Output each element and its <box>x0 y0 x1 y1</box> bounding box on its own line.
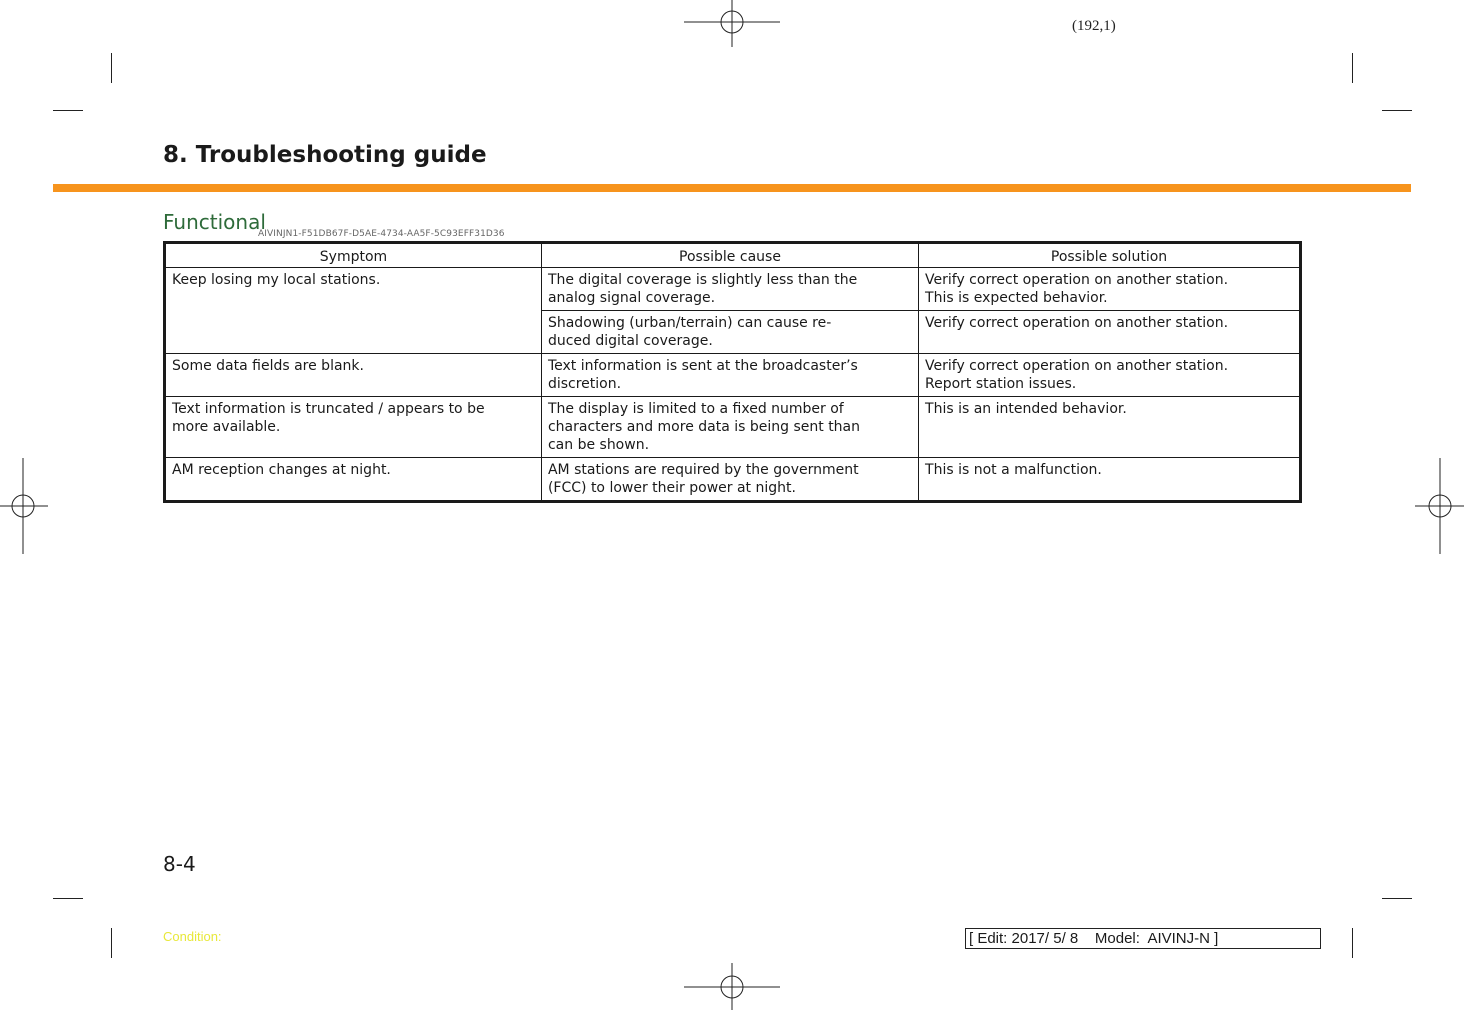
section-title: Functional <box>163 210 266 234</box>
crop-mark-bottom-left-h <box>53 898 83 899</box>
crop-mark-bottom-right-v <box>1352 928 1353 958</box>
cell-text: characters and more data is being sent than <box>547 419 861 435</box>
page-number: 8-4 <box>163 852 196 876</box>
cause-cell <box>541 268 918 311</box>
condition-label: Condition: <box>163 929 222 944</box>
cell-text: analog signal coverage. <box>547 290 716 306</box>
cell-text: This is expected behavior. <box>925 290 1108 306</box>
crop-mark-top-left-v <box>111 53 112 83</box>
cell-text: (FCC) to lower their power at night. <box>547 480 796 496</box>
cell-text: duced digital coverage. <box>547 333 713 349</box>
section-id: AIVINJN1-F51DB67F-D5AE-4734-AA5F-5C93EFF31D36 <box>258 229 505 239</box>
cell-text: AM reception changes at night. <box>172 462 391 478</box>
cell-text: can be shown. <box>547 437 650 453</box>
cell-text: Keep losing my local stations. <box>172 272 381 288</box>
cell-text: The display is limited to a fixed number of <box>547 401 844 417</box>
cell-text: Verify correct operation on another station. <box>925 315 1229 331</box>
cause-cell <box>541 397 918 458</box>
cell-text: Report station issues. <box>925 376 1077 392</box>
column-header-symptom: Symptom <box>165 243 542 268</box>
symptom-cell <box>165 268 542 354</box>
cell-text: discretion. <box>547 376 622 392</box>
cell-text: The digital coverage is slightly less than the <box>547 272 858 288</box>
troubleshooting-table <box>163 241 1302 503</box>
header-rule <box>53 184 1411 192</box>
cause-cell <box>541 354 918 397</box>
column-header-possible-solution: Possible solution <box>919 243 1301 268</box>
table-row <box>165 397 1301 458</box>
solution-cell <box>919 458 1301 502</box>
cell-text: Shadowing (urban/terrain) can cause re- <box>547 315 832 331</box>
cell-text: AM stations are required by the government <box>547 462 859 478</box>
solution-cell <box>919 397 1301 458</box>
table-header-row <box>165 243 1301 268</box>
crop-mark-top-left-h <box>53 110 83 111</box>
registration-mark-left-icon <box>0 458 96 554</box>
table-row <box>165 354 1301 397</box>
table-row <box>165 458 1301 502</box>
registration-mark-top-icon <box>684 0 780 96</box>
column-header-possible-cause: Possible cause <box>541 243 918 268</box>
symptom-cell <box>165 458 542 502</box>
solution-cell <box>919 268 1301 311</box>
cell-text: more available. <box>172 419 281 435</box>
page-code: (192,1) <box>1072 18 1116 34</box>
cell-text: This is an intended behavior. <box>925 401 1127 417</box>
symptom-cell <box>165 354 542 397</box>
edit-info-box: [ Edit: 2017/ 5/ 8 Model: AIVINJ-N ] <box>965 928 1321 949</box>
registration-mark-right-icon <box>1415 458 1464 554</box>
cell-text: Text information is sent at the broadcaster’s <box>547 358 858 374</box>
crop-mark-bottom-right-h <box>1382 898 1412 899</box>
cell-text: This is not a malfunction. <box>925 462 1102 478</box>
cell-text: Verify correct operation on another station. <box>925 272 1229 288</box>
symptom-cell <box>165 397 542 458</box>
cell-text: Verify correct operation on another station. <box>925 358 1229 374</box>
registration-mark-bottom-icon <box>684 940 780 1036</box>
cell-text: Text information is truncated / appears to be <box>172 401 485 417</box>
cause-cell <box>541 458 918 502</box>
solution-cell <box>919 311 1301 354</box>
crop-mark-bottom-left-v <box>111 928 112 958</box>
cause-cell <box>541 311 918 354</box>
crop-mark-top-right-h <box>1382 110 1412 111</box>
crop-mark-top-right-v <box>1352 53 1353 83</box>
cell-text: Some data fields are blank. <box>172 358 364 374</box>
table-row <box>165 268 1301 311</box>
solution-cell <box>919 354 1301 397</box>
chapter-title: 8. Troubleshooting guide <box>163 142 487 168</box>
